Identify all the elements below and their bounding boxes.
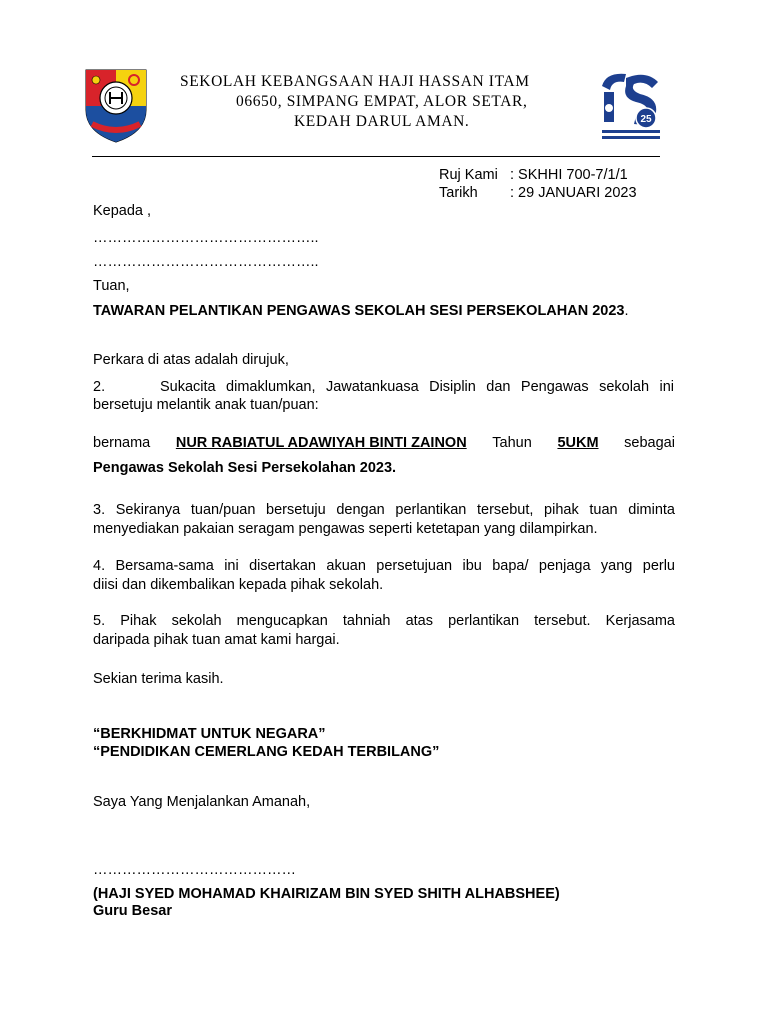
subject-period: .	[624, 303, 629, 319]
salutation: Tuan,	[93, 278, 130, 294]
signature-lead: Saya Yang Menjalankan Amanah,	[93, 794, 311, 810]
recipient-line-2: ………………………………………..	[93, 254, 319, 270]
school-crest-logo	[80, 66, 152, 144]
motto-2: “PENDIDIKAN CEMERLANG KEDAH TERBILANG”	[93, 744, 440, 760]
date-value: : 29 JANUARI 2023	[510, 185, 637, 201]
recipient-label: Kepada ,	[93, 203, 152, 219]
class-name: 5UKM	[557, 435, 599, 451]
svg-text:25: 25	[640, 114, 652, 125]
header-divider	[92, 156, 660, 157]
para4-line1: 4. Bersama-sama ini disertakan akuan persetujuan ibu bapa/ penjaga yang perlu	[93, 558, 675, 574]
signatory-name: (HAJI SYED MOHAMAD KHAIRIZAM BIN SYED SHITH ALHABSHEE)	[93, 886, 560, 902]
date-label: Tarikh	[439, 185, 478, 201]
anniversary-25-logo	[596, 68, 666, 144]
intro-line: Perkara di atas adalah dirujuk,	[93, 352, 289, 368]
para4-line2: diisi dan dikembalikan kepada pihak sekolah.	[93, 577, 384, 593]
school-address-line2: KEDAH DARUL AMAN.	[294, 113, 470, 130]
para2-line2: bersetuju melantik anak tuan/puan:	[93, 397, 319, 413]
para3-line2: menyediakan pakaian seragam pengawas seperti ketetapan yang dilampirkan.	[93, 521, 598, 537]
ref-label: Ruj Kami	[439, 167, 498, 183]
letter-subject	[93, 301, 629, 321]
ref-value: : SKHHI 700-7/1/1	[510, 167, 628, 183]
para5-line2: daripada pihak tuan amat kami hargai.	[93, 632, 340, 648]
closing-line: Sekian terima kasih.	[93, 671, 224, 687]
recipient-line-1: ………………………………………..	[93, 230, 319, 246]
student-line	[93, 433, 675, 453]
appointed-position: Pengawas Sekolah Sesi Persekolahan 2023.	[93, 460, 397, 476]
as-word: sebagai	[624, 435, 675, 451]
school-address-line1: 06650, SIMPANG EMPAT, ALOR SETAR,	[236, 93, 528, 110]
para2-line1: Sukacita dimaklumkan, Jawatankuasa Disiplin dan Pengawas sekolah ini	[160, 379, 674, 395]
signatory-title: Guru Besar	[93, 903, 172, 919]
para2-number: 2.	[93, 379, 106, 395]
year-label: Tahun	[492, 435, 532, 451]
para3-line1: 3. Sekiranya tuan/puan bersetuju dengan perlantikan tersebut, pihak tuan diminta	[93, 502, 675, 518]
signature-line: ……………………………………	[93, 862, 296, 878]
motto-1: “BERKHIDMAT UNTUK NEGARA”	[93, 726, 326, 742]
subject-text: TAWARAN PELANTIKAN PENGAWAS SEKOLAH SESI PERSEKOLAHAN 2023	[93, 303, 625, 319]
school-name: SEKOLAH KEBANGSAAN HAJI HASSAN ITAM	[180, 73, 530, 90]
student-name: NUR RABIATUL ADAWIYAH BINTI ZAINON	[175, 435, 467, 451]
named-prefix: bernama	[93, 435, 151, 451]
para5-line1: 5. Pihak sekolah mengucapkan tahniah atas perlantikan tersebut. Kerjasama	[93, 613, 675, 629]
